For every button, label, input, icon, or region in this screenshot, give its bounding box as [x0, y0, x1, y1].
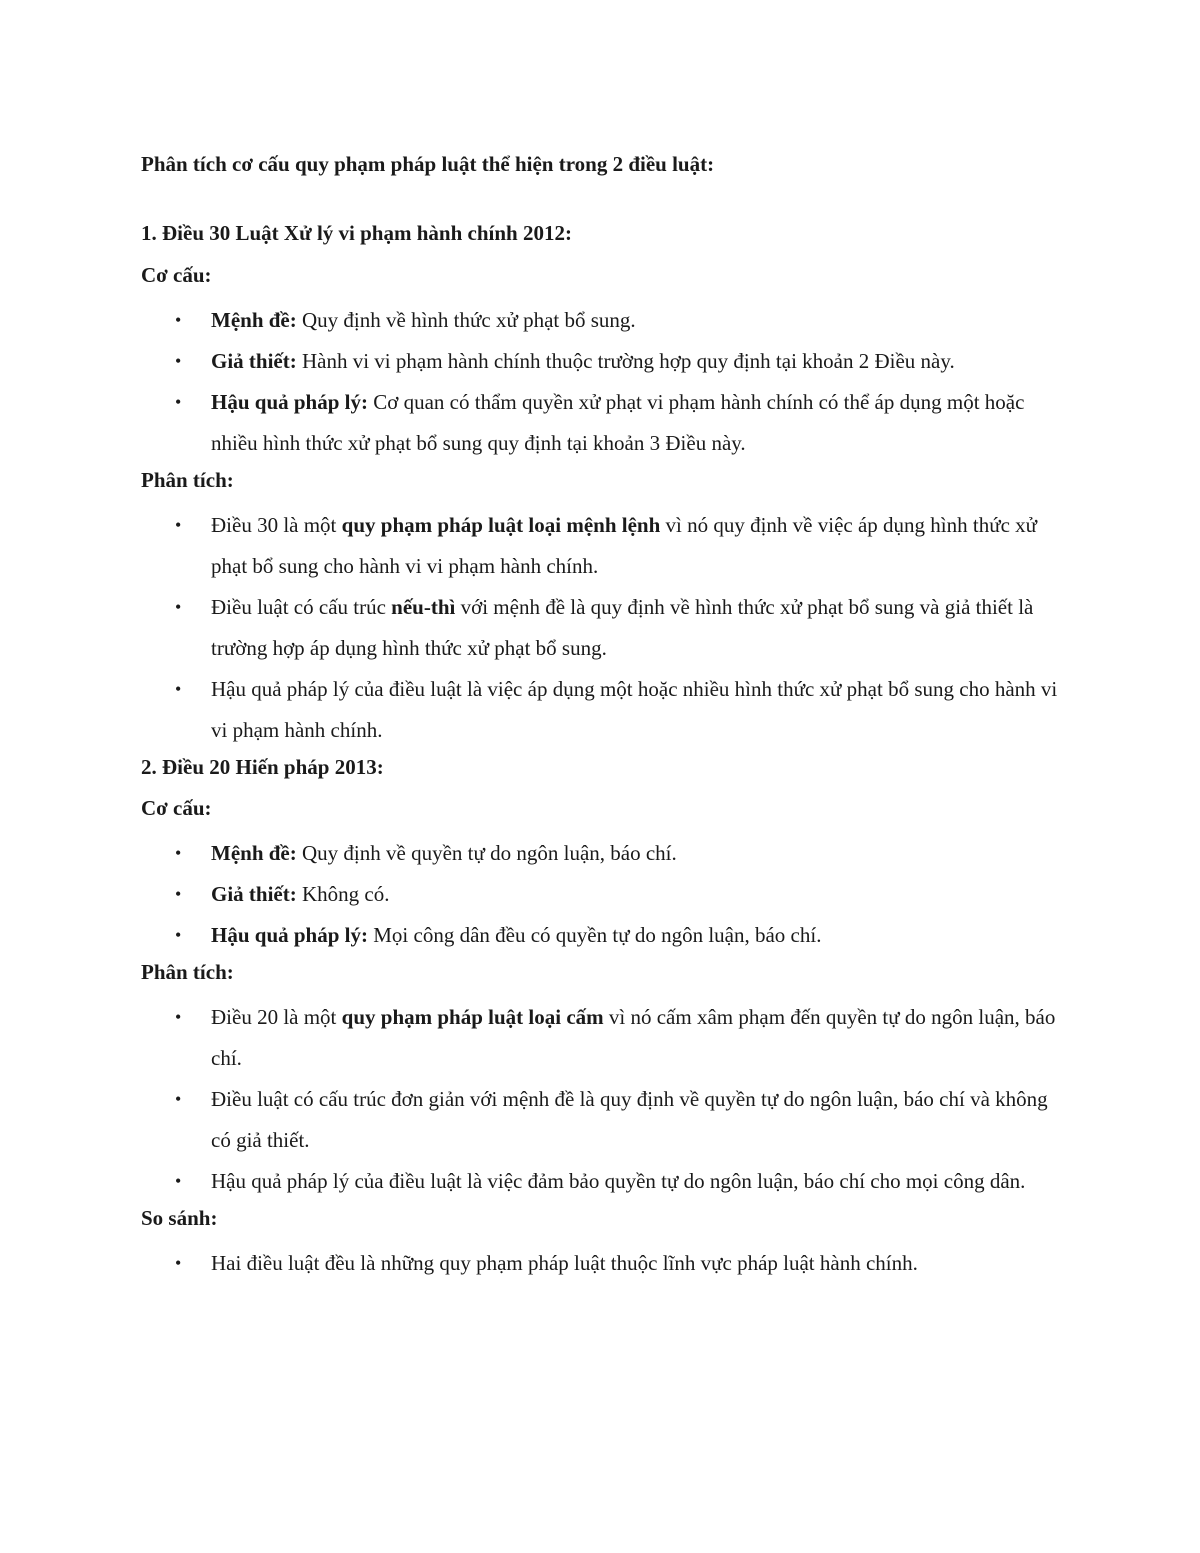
bullet-icon: •	[175, 679, 182, 699]
term: Giả thiết:	[211, 882, 297, 906]
term: Mệnh đề:	[211, 308, 297, 332]
emphasis: quy phạm pháp luật loại cấm	[341, 1005, 604, 1029]
section2-analysis-label: Phân tích:	[141, 960, 234, 984]
text: Mọi công dân đều có quyền tự do ngôn luận, báo chí.	[368, 923, 822, 947]
bullet-icon: •	[175, 843, 182, 863]
section1-analysis-list	[141, 505, 1071, 751]
emphasis: nếu-thì	[391, 595, 456, 619]
text: Điều 20 là một	[211, 1005, 342, 1029]
emphasis: quy phạm pháp luật loại mệnh lệnh	[341, 513, 661, 537]
bullet-icon: •	[175, 392, 182, 412]
document-title: Phân tích cơ cấu quy phạm pháp luật thể hiện trong 2 điều luật:	[141, 152, 715, 176]
bullet-icon: •	[175, 310, 182, 330]
text: Cơ quan có thẩm quyền xử phạt vi phạm hành chính có thể áp dụng một hoặc nhiều hình thức xử phạt bổ sung quy định tại khoản 3 Điều này.	[211, 390, 1025, 455]
section2-structure-label: Cơ cấu:	[141, 796, 212, 820]
text: Điều luật có cấu trúc đơn giản với mệnh đề là quy định về quyền tự do ngôn luận, báo chí và không có giả thiết.	[211, 1087, 1048, 1152]
list-item	[141, 915, 1071, 956]
text: Hậu quả pháp lý của điều luật là việc đảm bảo quyền tự do ngôn luận, báo chí cho mọi công dân.	[211, 1169, 1026, 1193]
section1-analysis-label: Phân tích:	[141, 468, 234, 492]
bullet-icon: •	[175, 1007, 182, 1027]
text: Hậu quả pháp lý của điều luật là việc áp dụng một hoặc nhiều hình thức xử phạt bổ sung cho hành vi vi phạm hành chính.	[211, 677, 1058, 742]
list-item	[141, 505, 1071, 587]
list-item	[141, 997, 1071, 1079]
bullet-icon: •	[175, 515, 182, 535]
text: Hành vi vi phạm hành chính thuộc trường hợp quy định tại khoản 2 Điều này.	[296, 349, 955, 373]
bullet-icon: •	[175, 351, 182, 371]
text: Điều 30 là một	[211, 513, 342, 537]
text: Quy định về hình thức xử phạt bổ sung.	[296, 308, 636, 332]
section2-analysis-list	[141, 997, 1071, 1202]
bullet-icon: •	[175, 597, 182, 617]
list-item	[141, 587, 1071, 669]
section2-heading: 2. Điều 20 Hiến pháp 2013:	[141, 755, 384, 779]
term: Hậu quả pháp lý:	[211, 390, 368, 414]
bullet-icon: •	[175, 1171, 182, 1191]
section2-structure-list	[141, 833, 1071, 956]
list-item	[141, 300, 1071, 341]
term: Mệnh đề:	[211, 841, 297, 865]
comparison-label: So sánh:	[141, 1206, 218, 1230]
section1-heading: 1. Điều 30 Luật Xử lý vi phạm hành chính 2012:	[141, 221, 572, 245]
term: Hậu quả pháp lý:	[211, 923, 368, 947]
text: Không có.	[296, 882, 390, 906]
section1-structure-list	[141, 300, 1071, 464]
section1-structure-label: Cơ cấu:	[141, 263, 212, 287]
list-item	[141, 1079, 1071, 1161]
list-item	[141, 382, 1071, 464]
text: Điều luật có cấu trúc	[211, 595, 392, 619]
list-item	[141, 1243, 1071, 1284]
document-page	[141, 148, 1071, 1284]
bullet-icon: •	[175, 1253, 182, 1273]
text: vì nó cấm xâm phạm đến quyền tự do ngôn luận, báo chí.	[211, 1005, 1056, 1070]
spacer	[141, 180, 1071, 217]
list-item	[141, 874, 1071, 915]
bullet-icon: •	[175, 1089, 182, 1109]
comparison-list	[141, 1243, 1071, 1284]
list-item	[141, 833, 1071, 874]
term: Giả thiết:	[211, 349, 297, 373]
list-item	[141, 1161, 1071, 1202]
text: vì nó quy định về việc áp dụng hình thức xử phạt bổ sung cho hành vi vi phạm hành chính.	[211, 513, 1038, 578]
text: Quy định về quyền tự do ngôn luận, báo chí.	[296, 841, 677, 865]
list-item	[141, 341, 1071, 382]
text: Hai điều luật đều là những quy phạm pháp luật thuộc lĩnh vực pháp luật hành chính.	[211, 1251, 918, 1275]
text: với mệnh đề là quy định về hình thức xử phạt bổ sung và giả thiết là trường hợp áp dụng hình thức xử phạt bổ sung.	[211, 595, 1034, 660]
bullet-icon: •	[175, 884, 182, 904]
bullet-icon: •	[175, 925, 182, 945]
list-item	[141, 669, 1071, 751]
